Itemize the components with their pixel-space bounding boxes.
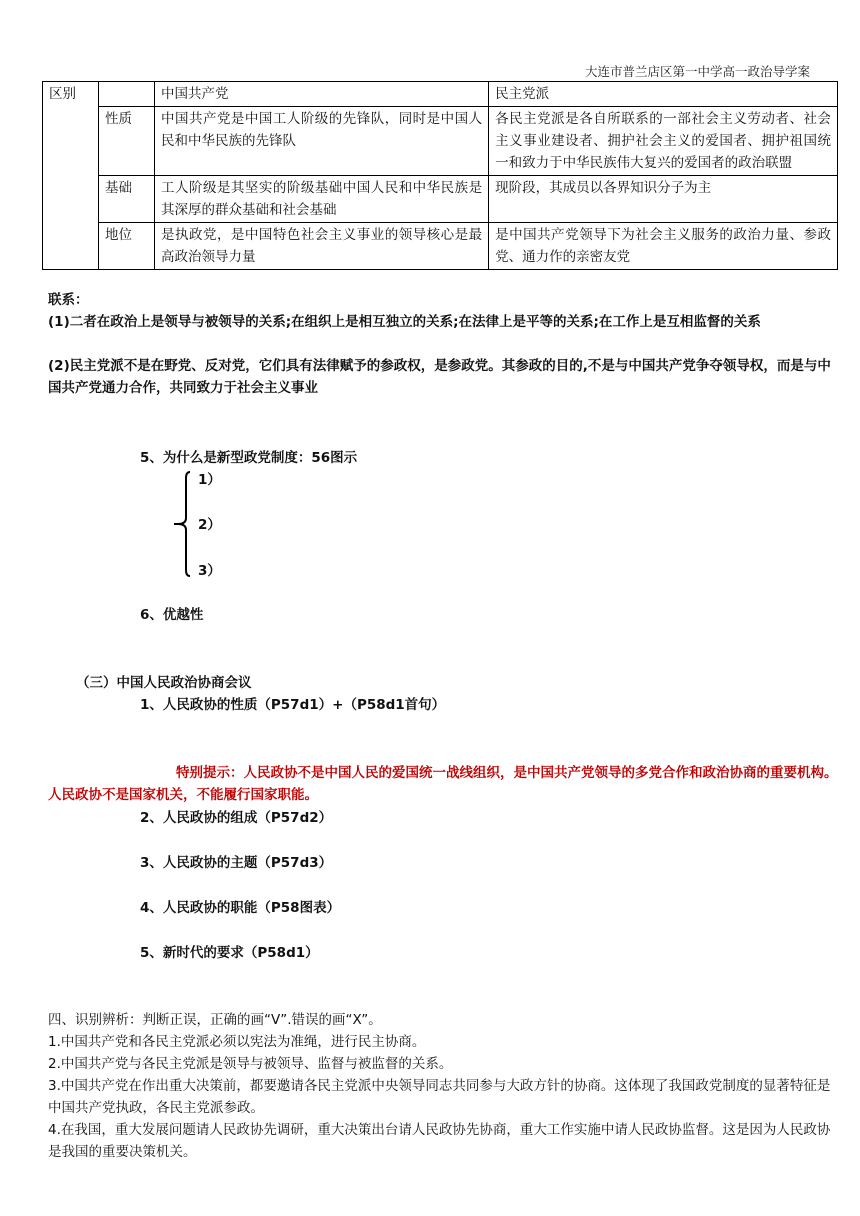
section-3-item-4: 4、人民政协的职能（P58图表） (140, 900, 341, 916)
judgment-item-3: 3.中国共产党在作出重大决策前，都要邀请各民主党派中央领导同志共同参与大政方针的协商。这体现了我国政党制度的显著特征是中国共产党执政，各民主党派参政。 (48, 1078, 831, 1116)
section-3-item-5: 5、新时代的要求（P58d1） (140, 945, 319, 961)
question-5: 5、为什么是新型政党制度：56图示 (140, 450, 358, 466)
blank-header-cell (99, 82, 155, 107)
relation-point-1: (1)二者在政治上是领导与被领导的关系;在组织上是相互独立的关系;在法律上是平等的关系;在工作上是互相监督的关系 (48, 314, 761, 330)
section-3-item-1: 1、人民政协的性质（P57d1）+（P58d1首句） (140, 697, 446, 713)
cell-cpc-nature: 中国共产党是中国工人阶级的先锋队，同时是中国人民和中华民族的先锋队 (155, 107, 489, 176)
section-3-item-3: 3、人民政协的主题（P57d3） (140, 855, 333, 871)
question-6: 6、优越性 (140, 607, 204, 623)
brace-item-1: 1） (198, 472, 221, 488)
row-label: 基础 (99, 176, 155, 223)
page-header: 大连市普兰店区第一中学高一政治导学案 (584, 64, 810, 79)
judgment-item-4: 4.在我国，重大发展问题请人民政协先调研，重大决策出台请人民政协先协商，重大工作实施中请人民政协监督。这是因为人民政协是我国的重要决策机关。 (48, 1122, 831, 1160)
cell-cpc-basis: 工人阶级是其坚实的阶级基础中国人民和中华民族是其深厚的群众基础和社会基础 (155, 176, 489, 223)
brace-diagram (174, 470, 192, 578)
comparison-table (42, 81, 838, 270)
row-label: 地位 (99, 223, 155, 270)
relation-point-2: (2)民主党派不是在野党、反对党，它们具有法律赋予的参政权，是参政党。其参政的目的,不是与中国共产党争夺领导权，而是与中国共产党通力合作，共同致力于社会主义事业 (48, 358, 831, 396)
brace-item-3: 3） (198, 563, 221, 579)
section-3-title: （三）中国人民政治协商会议 (76, 675, 252, 691)
section-4-title: 四、识别辨析：判断正误，正确的画“V”.错误的画“X”。 (48, 1012, 382, 1028)
brace-item-2: 2） (198, 517, 221, 533)
judgment-item-1: 1.中国共产党和各民主党派必须以宪法为准绳，进行民主协商。 (48, 1034, 426, 1050)
section-3-item-2: 2、人民政协的组成（P57d2） (140, 810, 333, 826)
cell-parties-status: 是中国共产党领导下为社会主义服务的政治力量、参政党、通力作的亲密友党 (489, 223, 838, 270)
cell-parties-basis: 现阶段，其成员以各界知识分子为主 (489, 176, 838, 223)
judgment-item-2: 2.中国共产党与各民主党派是领导与被领导、监督与被监督的关系。 (48, 1056, 453, 1072)
side-label: 区别 (43, 82, 99, 270)
cell-parties-nature: 各民主党派是各自所联系的一部社会主义劳动者、社会主义事业建设者、拥护社会主义的爱国者、拥护祖国统一和致力于中华民族伟大复兴的爱国者的政治联盟 (489, 107, 838, 176)
relation-title: 联系： (48, 292, 89, 308)
special-tip: 特别提示：人民政协不是中国人民的爱国统一战线组织，是中国共产党领导的多党合作和政治协商的重要机构。人民政协不是国家机关，不能履行国家职能。 (48, 765, 838, 803)
cell-cpc-status: 是执政党，是中国特色社会主义事业的领导核心是最高政治领导力量 (155, 223, 489, 270)
row-label: 性质 (99, 107, 155, 176)
col-header-cpc: 中国共产党 (155, 82, 489, 107)
col-header-parties: 民主党派 (489, 82, 838, 107)
